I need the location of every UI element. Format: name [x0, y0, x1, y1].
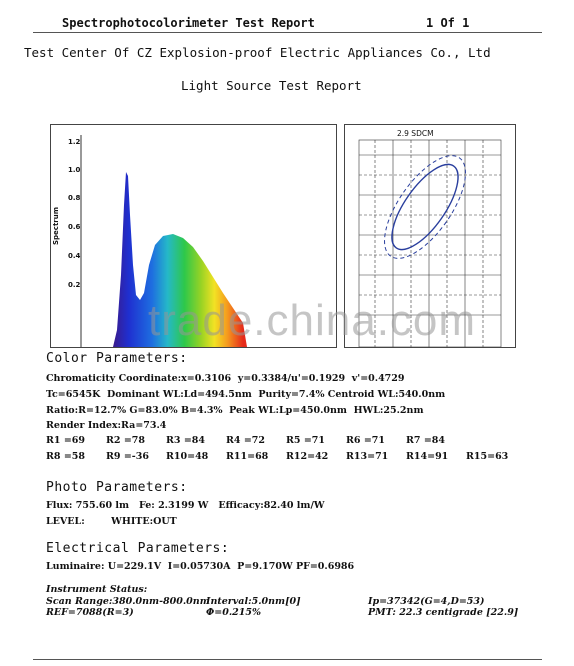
elec-params-heading: Electrical Parameters: — [46, 541, 230, 556]
report-type-title: Spectrophotocolorimeter Test Report — [62, 16, 315, 30]
interval: Interval:5.0nm[0] — [206, 596, 301, 607]
ip-value: Ip=37342(G=4,D=53) — [368, 596, 485, 607]
r-value: R8 =58 — [46, 451, 85, 462]
header-rule — [33, 32, 542, 33]
luminaire-line: Luminaire: U=229.1V I=0.05730A P=9.170W PF=0.6986 — [46, 561, 355, 572]
r-value: R7 =84 — [406, 435, 445, 446]
watermark: trade.china.com — [148, 296, 477, 345]
footer-rule — [33, 659, 542, 660]
spectrum-ylabel: Spectrum — [52, 206, 60, 245]
chromaticity-line: Chromaticity Coordinate:x=0.3106 y=0.3384/u'=0.1929 v'=0.4729 — [46, 373, 405, 384]
photo-params-heading: Photo Parameters: — [46, 480, 188, 495]
r-value: R4 =72 — [226, 435, 265, 446]
y-tick: 0.8 — [68, 194, 81, 202]
instrument-heading: Instrument Status: — [46, 584, 148, 595]
scan-range: Scan Range:380.0nm-800.0nm — [46, 596, 210, 607]
ref-value: REF=7088(R=3) — [46, 607, 134, 618]
y-tick: 0.2 — [68, 281, 81, 289]
r-value: R6 =71 — [346, 435, 385, 446]
page-number: 1 Of 1 — [426, 16, 470, 30]
r-value: R12=42 — [286, 451, 329, 462]
r-value: R10=48 — [166, 451, 209, 462]
pmt-value: PMT: 22.3 centigrade [22.9] — [368, 607, 519, 618]
ratio-line: Ratio:R=12.7% G=83.0% B=4.3% Peak WL:Lp=450.0nm HWL:25.2nm — [46, 405, 424, 416]
r-value: R13=71 — [346, 451, 389, 462]
y-tick: 0.6 — [68, 223, 81, 231]
y-tick: 0.4 — [68, 252, 81, 260]
r-value: R9 =-36 — [106, 451, 149, 462]
render-index-line: Render Index:Ra=73.4 — [46, 420, 167, 431]
r-value: R1 =69 — [46, 435, 85, 446]
color-params-heading: Color Parameters: — [46, 351, 188, 366]
report-title: Light Source Test Report — [181, 78, 362, 93]
r-value: R11=68 — [226, 451, 269, 462]
r-value: R14=91 — [406, 451, 449, 462]
company-name: Test Center Of CZ Explosion-proof Electric Appliances Co., Ltd — [24, 45, 491, 60]
r-value: R2 =78 — [106, 435, 145, 446]
tc-line: Tc=6545K Dominant WL:Ld=494.5nm Purity=7.4% Centroid WL:540.0nm — [46, 389, 446, 400]
r-value: R3 =84 — [166, 435, 205, 446]
phi-value: Φ=0.215% — [206, 607, 262, 618]
sdcm-label: 2.9 SDCM — [397, 129, 434, 138]
r-value: R5 =71 — [286, 435, 325, 446]
y-tick: 1.2 — [68, 138, 81, 146]
flux-line: Flux: 755.60 lm Fe: 2.3199 W Efficacy:82.40 lm/W — [46, 500, 325, 511]
r-value: R15=63 — [466, 451, 509, 462]
level-line: LEVEL: WHITE:OUT — [46, 516, 177, 527]
y-tick: 1.0 — [68, 166, 81, 174]
